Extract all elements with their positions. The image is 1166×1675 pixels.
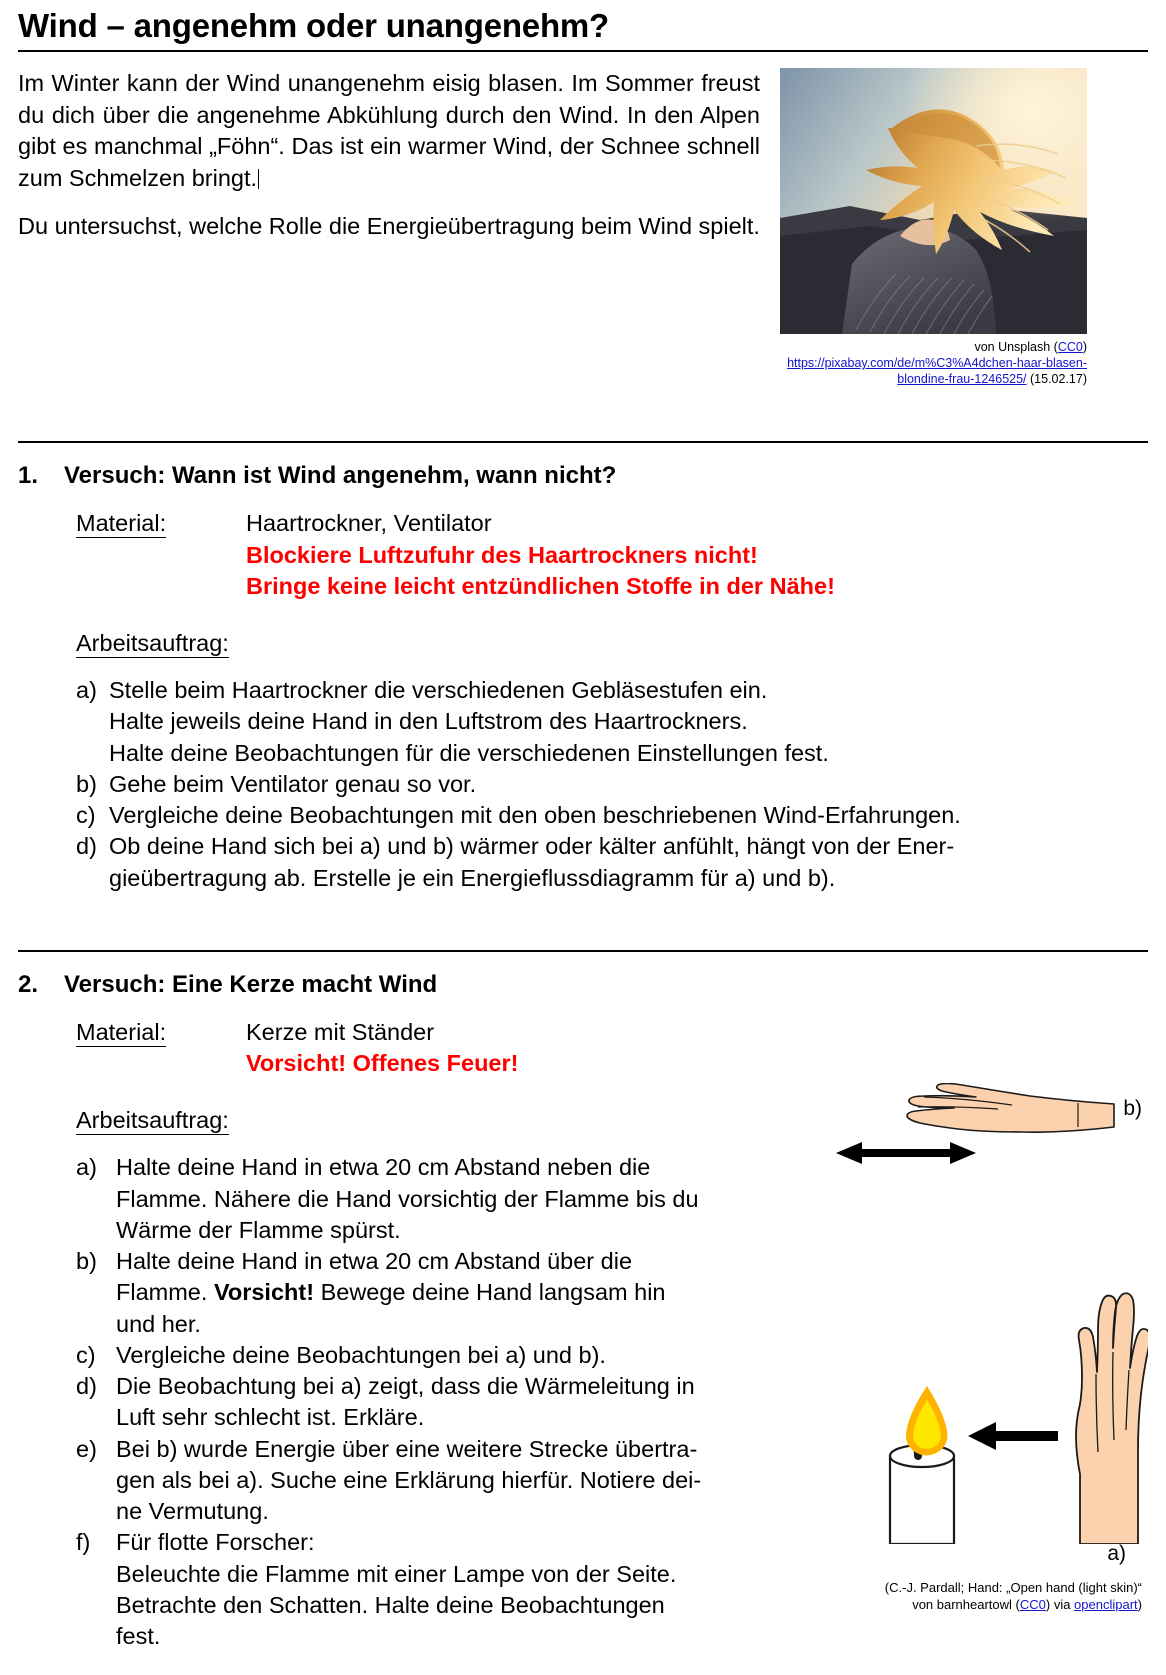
task-text: Stelle beim Haartrockner die verschiedenen Gebläsestufen ein. Halte jeweils deine Hand in den Luftstrom des Haartrockners. Halte deine Beobachtungen für die verschiedenen Einstellungen fest.	[109, 677, 829, 766]
task-text: Die Beobachtung bei a) zeigt, dass die Wärmeleitung in Luft sehr schlecht ist. Erkläre.	[116, 1373, 695, 1431]
material-item: Haartrockner, Ventilator	[246, 510, 492, 537]
experiment-2-auftrag-label: Arbeitsauftrag:	[76, 1107, 229, 1134]
photo-credit-mid: )	[1082, 340, 1087, 355]
photo-source-url-line2[interactable]: m%C3%A4dchen-haar-blasen-blondine-frau-	[897, 356, 1087, 387]
experiment-1-task-list	[18, 675, 1148, 894]
task-item	[76, 800, 1148, 831]
experiment-1-heading	[18, 462, 1148, 490]
task-item	[76, 1152, 808, 1246]
vertical-hand-icon	[1076, 1294, 1148, 1545]
material-warning: Blockiere Luftzufuhr des Haartrockners nicht!	[246, 541, 758, 568]
photo-credit-date: (15.02.17)	[1026, 372, 1087, 387]
illustration-label-b: b)	[1123, 1097, 1142, 1121]
intro-text-block	[18, 68, 760, 387]
illustration-a-group	[808, 1244, 1148, 1574]
task-item	[76, 1371, 808, 1434]
experiment-1-number: 1.	[18, 462, 39, 490]
experiment-2-title: Versuch: Eine Kerze macht Wind	[64, 970, 438, 998]
candle-and-hand-diagram	[808, 1244, 1148, 1544]
experiment-2-number: 2.	[18, 970, 39, 998]
task-marker: f)	[76, 1529, 91, 1556]
task-text: Vergleiche deine Beobachtungen bei a) und b).	[116, 1341, 606, 1368]
task-item	[76, 1527, 808, 1652]
task-item	[76, 1340, 808, 1371]
task-marker: a)	[76, 1154, 97, 1181]
task-text: Für flotte Forscher: Beleuchte die Flamme mit einer Lampe von der Seite. Betrachte den Schatten. Halte deine Beobachtungen fest.	[116, 1529, 677, 1650]
illustration-b-group	[808, 1083, 1148, 1135]
task-text: Gehe beim Ventilator genau so vor.	[109, 770, 477, 797]
experiment-2-text-column	[18, 1079, 808, 1652]
flame-icon	[906, 1386, 947, 1456]
experiment-2-body	[18, 1079, 1148, 1652]
horizontal-hand-icon	[902, 1083, 1117, 1135]
photo-credit-prefix: von Unsplash (	[974, 340, 1058, 355]
material-warning: Vorsicht! Offenes Feuer!	[246, 1050, 519, 1077]
photo-source-url-line3[interactable]: 1246525/	[974, 372, 1027, 387]
experiment-2-material-label: Material:	[76, 1018, 167, 1045]
experiment-1-material-label: Material:	[76, 510, 167, 537]
photo-woman-hair-in-wind	[780, 68, 1087, 334]
task-marker: c)	[76, 1341, 96, 1368]
task-item	[76, 1246, 808, 1340]
experiment-2-material	[18, 1017, 1148, 1080]
intro-paragraph-2: Du untersuchst, welche Rolle die Energieübertragung beim Wind spielt.	[18, 213, 760, 240]
task-text: Halte deine Hand in etwa 20 cm Abstand über die Flamme. Vorsicht! Bewege deine Hand langsam hin und her.	[116, 1248, 666, 1337]
experiment-2-material-values	[246, 1017, 1148, 1080]
photo-credit	[780, 339, 1087, 387]
task-text: Ob deine Hand sich bei a) und b) wärmer oder kälter anfühlt, hängt von der Ener- gieübertragung ab. Erstelle je ein Energieflussdiagramm für a) und b).	[109, 833, 955, 891]
material-warning: Bringe keine leicht entzündlichen Stoffe in der Nähe!	[246, 572, 835, 599]
experiment-1-title: Versuch: Wann ist Wind angenehm, wann nicht?	[64, 462, 617, 490]
intro-figure	[760, 68, 1148, 387]
task-text: Bei b) wurde Energie über eine weitere Strecke übertra- gen als bei a). Suche eine Erklärung hierfür. Notiere dei- ne Vermutung.	[116, 1435, 702, 1525]
experiment-2-task-list	[18, 1152, 808, 1652]
task-item	[76, 831, 1148, 894]
text-cursor	[258, 169, 259, 189]
illustration-credit-line-2: von barnheartowl (CC0) via openclipart)	[912, 1597, 1142, 1613]
openclipart-link[interactable]: openclipart	[1074, 1597, 1138, 1613]
section-divider-1	[18, 441, 1148, 443]
section-divider-2	[18, 950, 1148, 952]
page-title: Wind – angenehm oder unangenehm?	[18, 0, 1148, 52]
experiment-2-heading	[18, 971, 1148, 999]
illustration-label-a: a)	[1107, 1542, 1126, 1566]
task-text: Vergleiche deine Beobachtungen mit den oben beschriebenen Wind-Erfahrungen.	[109, 802, 961, 829]
task-item	[76, 769, 1148, 800]
arrow-left-icon	[968, 1422, 1058, 1450]
photo-source-url-line1[interactable]: https://pixabay.com/de/	[787, 356, 915, 371]
task-text: Halte deine Hand in etwa 20 cm Abstand neben die Flamme. Nähere die Hand vorsichtig der Flamme bis du Wärme der Flamme spürst.	[116, 1154, 699, 1243]
task-marker: b)	[76, 770, 97, 797]
task-item	[76, 675, 1148, 769]
task-marker: d)	[76, 1373, 97, 1400]
intro-paragraph-1: Im Winter kann der Wind unangenehm eisig blasen. Im Sommer freust du dich über die angenehme Abkühlung durch den Wind. In den Alpen gibt es manchmal „Föhn“. Das ist ein warmer Wind, der Schnee schnell zum Schmelzen bringt.	[18, 70, 760, 191]
intro-section	[18, 68, 1148, 387]
double-arrow-horizontal-icon	[836, 1141, 976, 1165]
task-marker: c)	[76, 802, 96, 829]
experiment-2-illustrations	[808, 1079, 1148, 1652]
task-marker: a)	[76, 677, 97, 704]
cc0-link[interactable]: CC0	[1057, 340, 1083, 355]
task-marker: b)	[76, 1248, 97, 1275]
material-item: Kerze mit Ständer	[246, 1018, 435, 1045]
cc0-link[interactable]: CC0	[1019, 1597, 1046, 1613]
experiment-1-material-values	[246, 508, 1148, 602]
task-marker: e)	[76, 1435, 97, 1462]
illustration-credit	[808, 1580, 1148, 1614]
candle-icon	[890, 1445, 954, 1544]
task-item	[76, 1434, 808, 1528]
experiment-1-material	[18, 508, 1148, 602]
experiment-1-auftrag-label: Arbeitsauftrag:	[76, 630, 229, 657]
task-marker: d)	[76, 833, 97, 860]
illustration-credit-line-1: (C.-J. Pardall; Hand: „Open hand (light skin)“	[884, 1580, 1142, 1596]
